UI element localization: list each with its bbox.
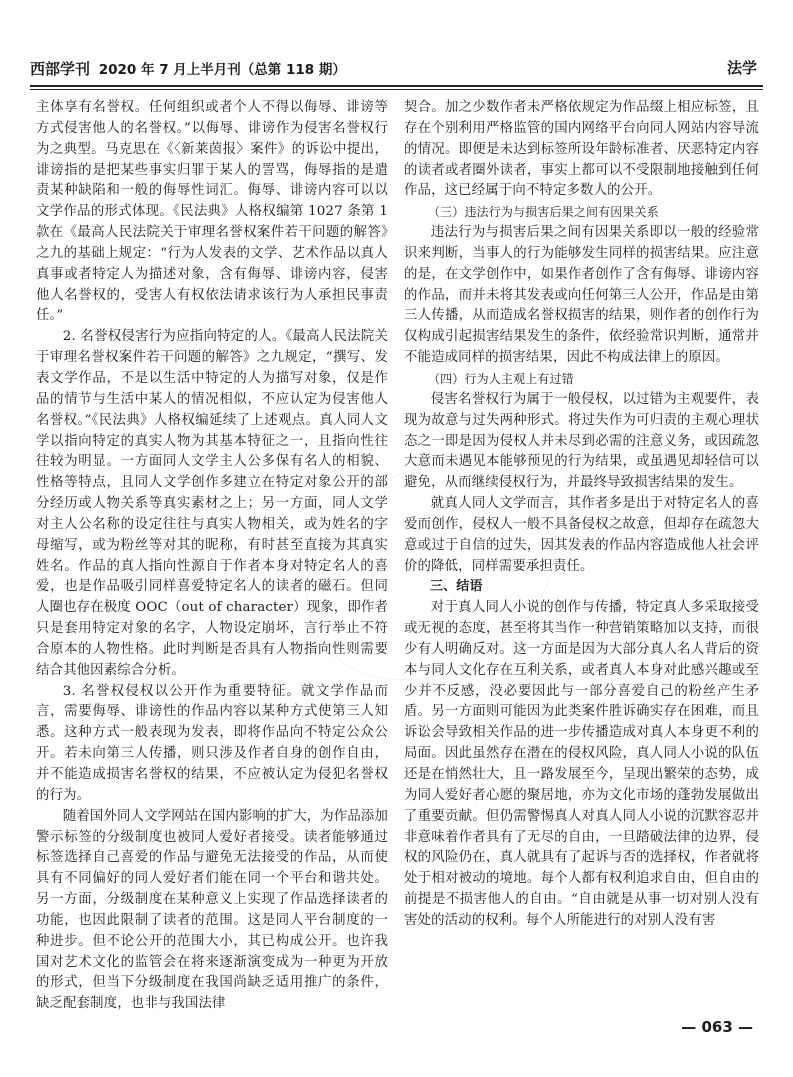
paragraph: 侵害名誉权行为属于一般侵权，以过错为主观要件，表现为故意与过失两种形式。将过失作为可归责的主观心理状态之一即是因为侵权人并未尽到必需的注意义务，或因疏忽大意而未遇见本能够预见的行为结果，或虽遇见却轻信可以避免，从而继续侵权行为，并最终导致损害结果的发生。	[404, 391, 759, 491]
journal-issue-line	[30, 58, 346, 79]
header-rule-thin	[30, 89, 763, 90]
journal-name: 西部学刊	[30, 60, 91, 78]
subheading: （三）违法行为与损害后果之间有因果关系	[428, 205, 659, 220]
paragraph: 契合。加之少数作者未严格依规定为作品缀上相应标签，且存在个别利用严格监管的国内网络平台向同人网站内容导流的情况。即便是未达到标签所设年龄标准者、厌恶特定内容的读者或者圈外读者，事实上都可以不受限制地接触到任何作品，这已经属于向不特定多数人的公开。	[404, 100, 759, 199]
section-label: 法学	[726, 59, 757, 77]
paragraph: 对于真人同人小说的创作与传播，特定真人多采取接受或无视的态度，甚至将其当作一种营销策略加以支持，而很少有人明确反对。这一方面是因为大部分真人名人背后的资本与同人文化存在互利关系，或者真人本身对此感兴趣或至少并不反感，没必要因此与一部分喜爱自己的粉丝产生矛盾。另一方面则可能因为此类案件胜诉确实存在困难，而且诉讼会导致相关作品的进一步传播造成对真人本身更不利的局面。因此虽然存在潜在的侵权风险，真人同人小说的队伍还是在悄然壮大，且一路发展至今，呈现出繁荣的态势，成为同人爱好者心愿的聚居地，亦为文化市场的蓬勃发展做出了重要贡献。但仍需警惕真人对真人同人小说的沉默容忍并非意味着作者具有了无尽的自由，一旦踏破法律的边界，侵权的风险仍在，真人就具有了起诉与否的选择权，作者就将处于相对被动的境地。每个人都有权利追求自由，但自由的前提是不损害他人的自由。“自由就是从事一切对别人没有害处的活动的权利。每个人所能进行的对别人没有害	[404, 600, 759, 928]
subheading: （四）行为人主观上有过错	[428, 371, 574, 386]
section-heading: 三、结语	[430, 579, 483, 595]
paragraph: 主体享有名誉权。任何组织或者个人不得以侮辱、诽谤等方式侵害他人的名誉权。”以侮辱、诽谤作为侵害名誉权行为之典型。马克思在《〈新莱茵报〉案件》的诉讼中提出，诽谤指的是把某些事实归罪于某人的詈骂，侮辱指的是遣责某种缺陷和一般的侮辱性词汇。侮辱、诽谤内容可以以文学作品的形式体现。《民法典》人格权编第 1027 条第 1 款在《最高人民法院关于审理名誉权案件若干问题的解答》之九的基础上规定：“行为人发表的文学、艺术作品以真人真事或者特定人为描述对象，含有侮辱、诽谤内容，侵害他人名誉权的，受害人有权依法请求该行为人承担民事责任。”	[36, 100, 388, 324]
page-header	[30, 52, 763, 86]
paragraph: 就真人同人文学而言，其作者多是出于对特定名人的喜爱而创作，侵权人一般不具备侵权之故意，但却存在疏忽大意或过于自信的过失，因其发表的作品内容造成他人社会评价的降低，同样需要承担责任。	[404, 496, 759, 574]
paragraph: 违法行为与损害后果之间有因果关系即以一般的经验常识来判断，当事人的行为能够发生同样的损害结果。应注意的是，在文学创作中，如果作者创作了含有侮辱、诽谤内容的作品，而并未将其发表或向任何第三人公开，作品是由第三人传播，从而造成名誉权损害的结果，则作者的创作行为仅构成引起损害结果发生的条件，依经验常识判断，通常并不能造成同样的损害结果，因此不构成法律上的原因。	[404, 225, 759, 366]
left-column	[36, 98, 388, 1015]
right-column	[404, 98, 759, 932]
issue-text: 2020 年 7 月上半月刊（总第 118 期）	[98, 62, 346, 78]
paragraph: 2. 名誉权侵害行为应指向特定的人。《最高人民法院关于审理名誉权案件若干问题的解答》之九规定，“撰写、发表文学作品，不是以生活中特定的人为描写对象，仅是作品的情节与生活中某人的情况相似，不应认定为侵害他人名誉权。”《民法典》人格权编延续了上述观点。真人同人文学以指向特定的真实人物为其基本特征之一，且指向性往往较为明显。一方面同人文学主人公多保有名人的相貌、性格等特点，且同人文学创作多建立在特定对象公开的部分经历或人物关系等真实素材之上；另一方面，同人文学对主人公名称的设定往往与真实人物相关，或为姓名的字母缩写，或为粉丝等对其的昵称，有时甚至直接为其真实姓名。作品的真人指向性源自于作者本身对特定名人的喜爱，也是作品吸引同样喜爱特定名人的读者的磁石。但同人圈也存在极度 OOC（out of character）现象，即作者只是套用特定对象的名字，人物设定崩坏，言行举止不符合原本的人物性格。此时判断是否具有人物指向性则需要结合其他因素综合分析。	[36, 329, 388, 678]
page-number: — 063 —	[681, 1018, 753, 1036]
header-rule-thick	[30, 85, 763, 87]
paragraph: 随着国外同人文学网站在国内影响的扩大，为作品添加警示标签的分级制度也被同人爱好者接受。读者能够通过标签选择自己喜爱的作品与避免无法接受的作品，从而使具有不同偏好的同人爱好者们能在同一个平台和谐共处。另一方面，分级制度在某种意义上实现了作品选择读者的功能，也因此限制了读者的范围。这是同人平台制度的一种进步。但不论公开的范围大小，其已构成公开。也许我国对艺术文化的监管会在将来逐渐演变成为一种更为开放的形式，但当下分级制度在我国尚缺乏适用推广的条件，缺乏配套制度，也非与我国法律	[36, 808, 388, 1012]
paragraph: 3. 名誉权侵权以公开作为重要特征。就文学作品而言，需要侮辱、诽谤性的作品内容以某种方式使第三人知悉。这种方式一般表现为发表，即将作品向不特定公众公开。若未向第三人传播，则只涉及作者自身的创作自由，并不能造成损害名誉权的结果，不应被认定为侵犯名誉权的行为。	[36, 683, 388, 803]
